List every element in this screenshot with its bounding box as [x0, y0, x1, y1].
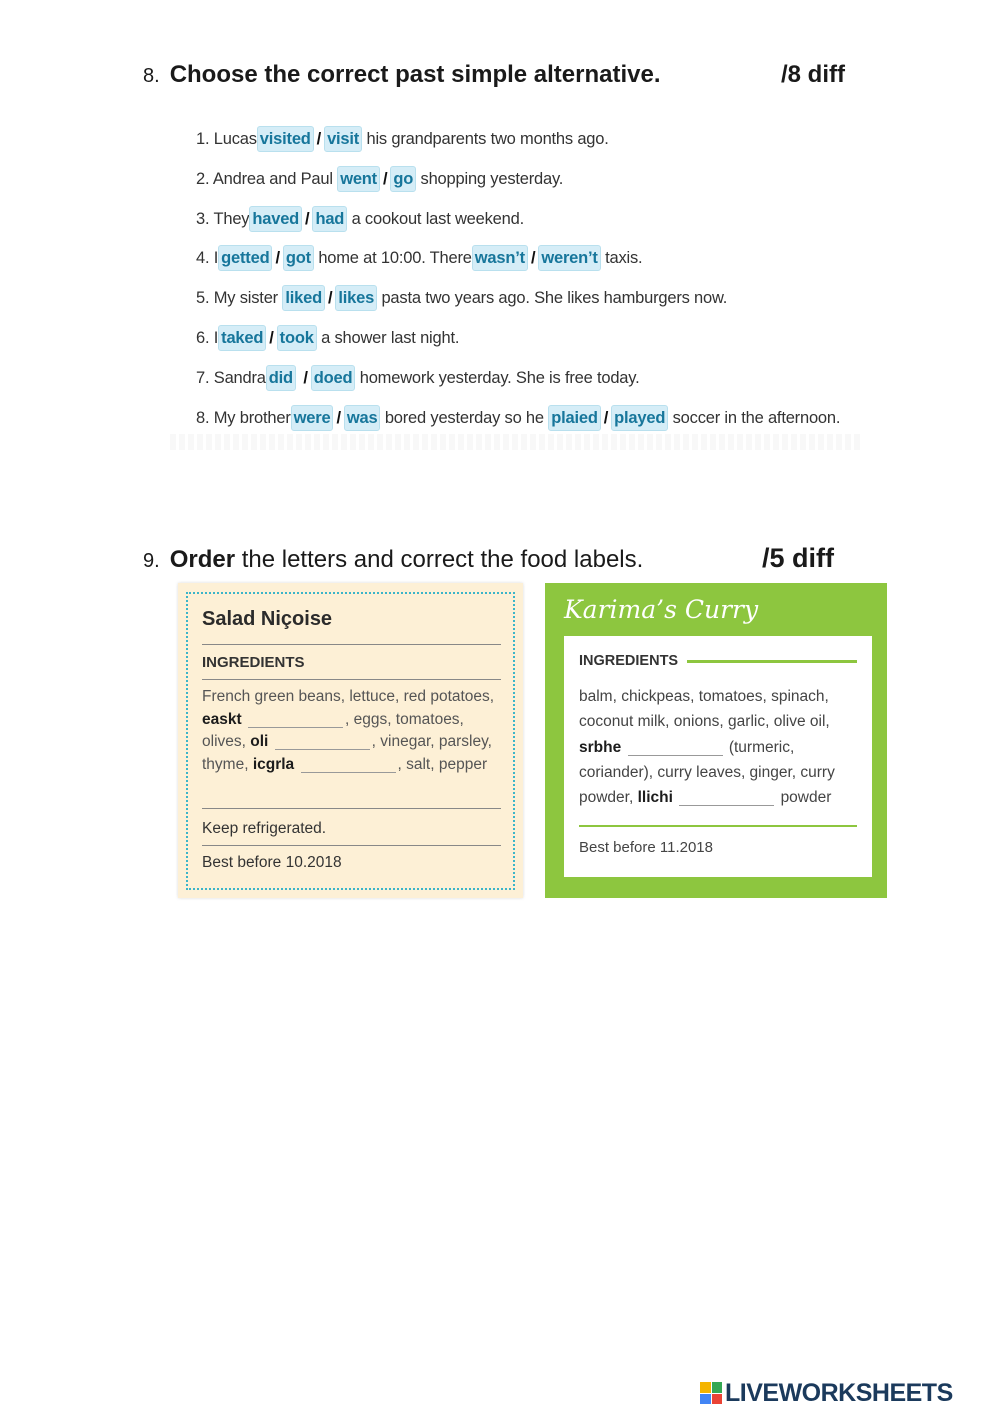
salad-ingredients-text: [202, 686, 502, 776]
salad-best-before: Best before 10.2018: [202, 854, 342, 871]
clue-word-5: llichi: [637, 789, 673, 807]
sentence-text: a shower last night.: [321, 328, 460, 347]
section-8-number: 8.: [143, 65, 160, 87]
logo-grid-icon: [700, 1382, 722, 1404]
curry-ingredients-label: INGREDIENTS: [579, 653, 679, 669]
sentence-text: taxis.: [605, 249, 643, 268]
ingredients-text: , eggs, tomatoes, olives,: [202, 710, 464, 750]
option-doed[interactable]: doed: [311, 365, 356, 391]
exercise-8-list: [196, 124, 876, 442]
sentence-4: [196, 243, 876, 283]
ingredients-text: , vinegar, parsley, thyme,: [202, 733, 492, 773]
sentence-text: his grandparents two months ago.: [366, 130, 609, 148]
slash: /: [382, 169, 388, 188]
slash: /: [336, 408, 341, 427]
section-9-title: the letters and correct the food labels.: [241, 546, 644, 573]
answer-field-2[interactable]: [275, 733, 370, 750]
option-was[interactable]: was: [344, 405, 381, 431]
sentence-text: home at 10:00. There: [318, 249, 472, 268]
option-went[interactable]: went: [337, 166, 380, 192]
sentence-text: I: [213, 249, 219, 268]
divider: [202, 808, 501, 809]
sentence-5: [196, 283, 876, 323]
option-wasnt[interactable]: wasn’t: [472, 245, 528, 271]
sentence-number: 2.: [196, 169, 210, 188]
option-haved[interactable]: haved: [249, 206, 302, 232]
option-getted[interactable]: getted: [218, 245, 272, 271]
curry-label-card: [545, 583, 887, 898]
sentence-text: My brother: [213, 408, 291, 427]
sentence-number: 1.: [196, 130, 210, 148]
salad-keep-note: Keep refrigerated.: [202, 820, 327, 837]
sentence-text: I: [213, 328, 219, 347]
curry-ingredients-text: [579, 684, 864, 810]
answer-field-3[interactable]: [301, 756, 396, 773]
answer-field-4[interactable]: [628, 739, 723, 756]
slash: /: [269, 328, 274, 347]
green-underline: [687, 660, 857, 663]
divider: [579, 825, 857, 827]
section-9-score: /5 diff: [762, 543, 834, 573]
ingredients-text: powder: [780, 789, 832, 807]
option-taked[interactable]: taked: [218, 325, 266, 351]
section-8-title: Choose the correct past simple alternative.: [169, 61, 661, 88]
option-were[interactable]: were: [291, 405, 334, 431]
slash: /: [603, 408, 609, 427]
clue-word-3: icgrla: [252, 755, 295, 773]
sentence-1: [196, 124, 876, 164]
option-took[interactable]: took: [277, 325, 317, 351]
sentence-text: Lucas: [213, 130, 257, 148]
slash: /: [327, 289, 333, 308]
sentence-text: They: [213, 209, 250, 228]
curry-label-inner: [564, 636, 872, 877]
clue-word-2: oli: [250, 733, 269, 750]
option-go[interactable]: go: [390, 166, 416, 192]
salad-ingredients-label: INGREDIENTS: [202, 654, 305, 671]
answer-field-1[interactable]: [248, 711, 343, 728]
sentence-3: [196, 204, 876, 244]
salad-label-card: [178, 583, 523, 898]
sentence-text: My sister: [213, 289, 278, 308]
divider: [202, 845, 501, 846]
option-did[interactable]: did: [266, 365, 296, 391]
ingredients-text: , salt, pepper: [397, 755, 488, 773]
divider: [202, 679, 501, 680]
option-likes[interactable]: likes: [335, 285, 377, 311]
clue-word-1: easkt: [202, 710, 242, 728]
ingredients-text: balm, chickpeas, tomatoes, spinach, coconut milk, onions, garlic, olive oil,: [579, 688, 830, 731]
sentence-text: shopping yesterday.: [420, 169, 564, 188]
answer-field-5[interactable]: [679, 789, 774, 806]
option-werent[interactable]: weren’t: [538, 245, 600, 271]
sentence-number: 5.: [196, 289, 210, 308]
sentence-text: Sandra: [213, 368, 266, 387]
sentence-number: 4.: [196, 249, 210, 268]
divider: [202, 644, 501, 645]
slash: /: [303, 368, 308, 387]
sentence-number: 7.: [196, 368, 210, 387]
sentence-text: a cookout last weekend.: [351, 209, 524, 228]
sentence-7: [196, 363, 876, 403]
slash: /: [316, 130, 322, 148]
sentence-2: [196, 164, 876, 204]
liveworksheets-logo: [700, 1380, 953, 1406]
section-9-heading: [143, 543, 834, 576]
option-played[interactable]: played: [611, 405, 668, 431]
sentence-number: 8.: [196, 408, 210, 427]
slash: /: [530, 249, 536, 268]
option-had[interactable]: had: [312, 206, 347, 232]
sentence-text: bored yesterday so he: [384, 408, 544, 427]
salad-title: Salad Niçoise: [202, 608, 333, 630]
slash: /: [275, 249, 280, 268]
clue-word-4: srbhe: [579, 738, 622, 756]
section-8-heading: [143, 60, 845, 91]
section-8-score: /8 diff: [781, 61, 845, 88]
sentence-number: 6.: [196, 328, 210, 347]
curry-best-before: Best before 11.2018: [579, 839, 713, 856]
curry-title: Karima’s Curry: [564, 595, 759, 624]
logo-text: LIVEWORKSHEETS: [725, 1378, 953, 1407]
ingredients-text: French green beans, lettuce, red potatoes,: [202, 688, 495, 705]
cropped-text-remnant: [170, 434, 860, 450]
sentence-number: 3.: [196, 209, 210, 228]
sentence-6: [196, 323, 876, 363]
option-liked[interactable]: liked: [282, 285, 325, 311]
option-visit[interactable]: visit: [324, 126, 362, 152]
section-9-title-bold: Order: [169, 546, 236, 573]
option-plaied[interactable]: plaied: [548, 405, 600, 431]
option-visited[interactable]: visited: [257, 126, 314, 152]
slash: /: [305, 209, 310, 228]
ingredients-text: (turmeric, coriander), curry leaves, ginger, curry powder,: [579, 738, 835, 807]
sentence-text: homework yesterday. She is free today.: [359, 368, 640, 387]
sentence-text: Andrea and Paul: [212, 169, 333, 188]
section-9-number: 9.: [143, 550, 160, 572]
option-got[interactable]: got: [283, 245, 314, 271]
sentence-text: pasta two years ago. She likes hamburgers now.: [381, 289, 728, 308]
sentence-text: soccer in the afternoon.: [672, 408, 841, 427]
